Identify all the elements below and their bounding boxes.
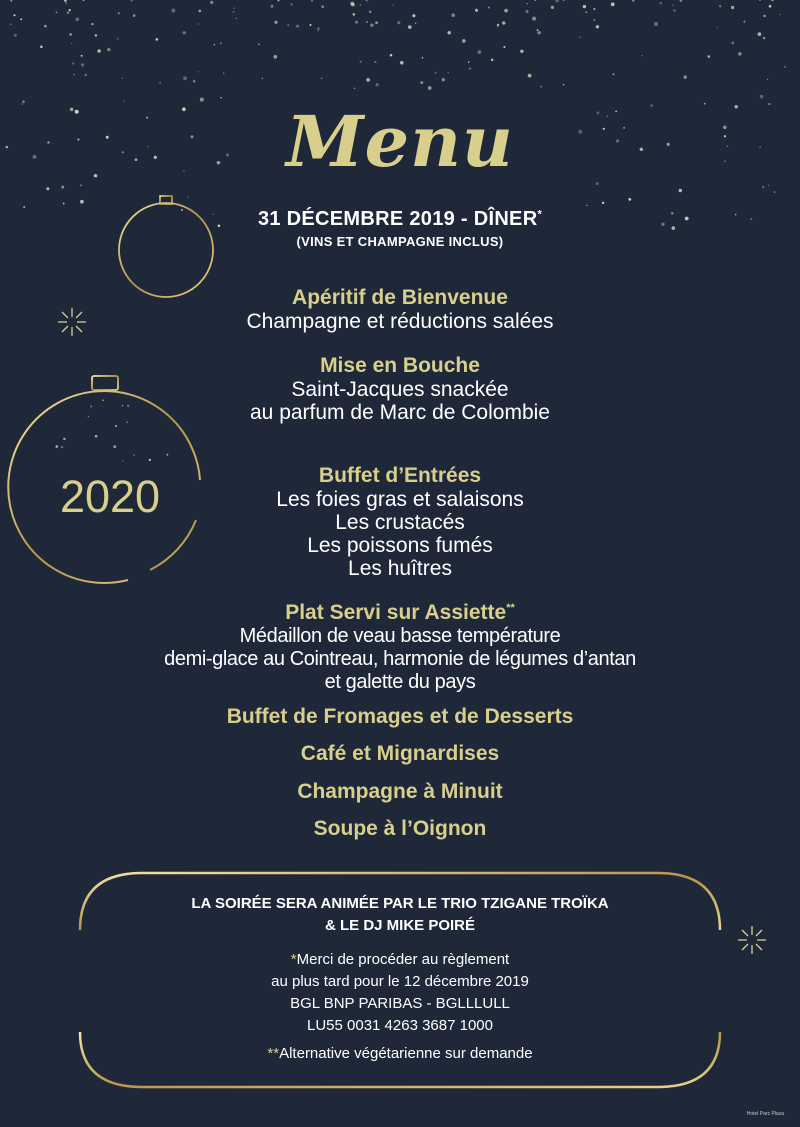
sparkle	[537, 31, 540, 34]
sparkle	[491, 59, 493, 61]
sparkle	[743, 21, 745, 23]
sparkle	[117, 38, 119, 40]
course-line: Saint-Jacques snackée	[291, 378, 509, 401]
sparkle	[759, 0, 761, 1]
course-line: Les poissons fumés	[307, 534, 493, 557]
event-subtitle: (VINS ET CHAMPAGNE INCLUS)	[296, 234, 504, 249]
entertainment-line: & LE DJ MIKE POIRÉ	[324, 917, 476, 934]
firework-icon	[738, 926, 766, 954]
sparkle	[435, 72, 437, 74]
sparkle	[654, 22, 658, 26]
sparkle	[290, 3, 292, 5]
sparkle	[236, 18, 237, 19]
sparkle	[270, 5, 273, 8]
sparkle	[586, 12, 588, 14]
sparkle	[233, 11, 235, 13]
sparkle	[81, 63, 84, 66]
sparkle	[583, 5, 586, 8]
sparkle	[155, 38, 158, 41]
sparkle	[447, 72, 449, 74]
course-line: Les crustacés	[335, 511, 465, 534]
sparkle	[719, 5, 721, 7]
sparkle	[397, 21, 400, 24]
veg-mark: **	[267, 1045, 280, 1062]
payment-line: au plus tard pour le 12 décembre 2019	[271, 973, 529, 990]
sparkle	[731, 42, 734, 45]
sparkle	[497, 25, 499, 27]
sparkle	[85, 74, 87, 76]
sparkle	[91, 23, 93, 25]
course-line: Médaillon de veau basse température	[239, 625, 561, 647]
course-aperitif	[60, 286, 740, 333]
sparkle	[274, 21, 277, 24]
sparkle	[360, 61, 362, 63]
sparkle	[708, 55, 711, 58]
credit-text: Hotel Parc Plaza	[746, 1111, 784, 1117]
sparkle	[220, 42, 222, 44]
sparkle	[55, 445, 58, 448]
sparkle	[451, 13, 455, 17]
sparkle	[355, 21, 358, 24]
iban-line: LU55 0031 4263 3687 1000	[306, 1017, 493, 1034]
sparkle	[113, 445, 116, 448]
sparkle	[10, 0, 12, 2]
sparkle	[317, 27, 320, 30]
sparkle	[369, 11, 372, 14]
sparkle	[311, 0, 313, 2]
sparkle	[309, 24, 311, 26]
sparkle	[679, 189, 682, 192]
course-heading: Plat Servi sur Assiette**	[285, 601, 515, 624]
sparkle	[182, 31, 185, 34]
sparkle	[95, 34, 97, 36]
sparkle	[673, 9, 676, 12]
course-heading: Apéritif de Bienvenue	[292, 286, 508, 309]
sparkle	[273, 55, 277, 59]
sparkle	[69, 33, 71, 35]
sparkle	[412, 14, 415, 17]
sparkle	[20, 18, 22, 20]
sparkle	[73, 74, 74, 75]
sparkle	[779, 14, 781, 16]
course-mise-en-bouche	[60, 354, 740, 424]
sparkle	[159, 82, 161, 84]
sparkle	[61, 186, 64, 189]
course-line: Les foies gras et salaisons	[276, 488, 524, 511]
sparkle	[784, 66, 785, 67]
sparkle	[632, 0, 635, 2]
extra-item: Soupe à l’Oignon	[313, 817, 487, 840]
sparkle	[122, 460, 123, 461]
sparkle	[133, 14, 136, 17]
sparkle	[76, 18, 79, 21]
sparkle	[563, 0, 565, 1]
sparkle	[44, 25, 47, 28]
sparkle	[555, 0, 559, 2]
sparkle	[287, 24, 289, 26]
event-date-mark: *	[537, 208, 543, 221]
sparkle	[122, 78, 123, 79]
sparkle	[149, 459, 151, 461]
sparkle	[537, 29, 539, 31]
sparkle	[115, 425, 117, 427]
sparkle	[321, 77, 323, 79]
extra-item: Café et Mignardises	[300, 742, 500, 765]
sparkle	[166, 454, 168, 456]
sparkle	[526, 3, 527, 4]
sparkle	[738, 52, 742, 56]
sparkle	[214, 44, 215, 45]
sparkle	[374, 61, 376, 63]
sparkle	[563, 84, 564, 85]
sparkle	[393, 5, 394, 6]
sparkle	[193, 80, 196, 83]
sparkle	[593, 19, 595, 21]
sparkle	[462, 39, 466, 43]
entertainment-line: LA SOIRÉE SERA ANIMÉE PAR LE TRIO TZIGANE TROÏKA	[191, 895, 609, 912]
sparkle	[278, 0, 280, 1]
course-line: Les huîtres	[348, 557, 452, 580]
sparkle	[475, 9, 478, 12]
sparkle	[763, 15, 765, 17]
sparkle	[353, 13, 356, 16]
sparkle	[234, 7, 236, 9]
course-buffet-entrees	[60, 464, 740, 580]
sparkle	[731, 6, 734, 9]
sparkle	[107, 48, 110, 51]
sparkle	[198, 23, 199, 24]
sparkle	[199, 10, 202, 13]
sparkle	[468, 61, 469, 62]
sparkle	[67, 11, 70, 14]
sparkle	[447, 31, 450, 34]
course-plat-servi	[60, 596, 740, 694]
sparkle	[469, 68, 471, 70]
sparkle	[296, 25, 299, 28]
sparkle	[10, 24, 12, 26]
sparkle	[442, 78, 445, 81]
sparkle	[415, 23, 416, 24]
footer-info	[80, 893, 720, 1065]
sparkle	[762, 186, 764, 188]
sparkle	[641, 55, 642, 56]
course-line: demi-glace au Cointreau, harmonie de légumes d’antan	[164, 648, 636, 670]
sparkle	[64, 0, 67, 2]
sparkle	[40, 45, 43, 48]
sparkle	[223, 72, 224, 73]
event-date-text: 31 DÉCEMBRE 2019 - DÎNER	[257, 208, 538, 230]
sparkle	[528, 74, 532, 78]
sparkle	[768, 185, 770, 187]
sparkle	[318, 30, 319, 31]
sparkle	[95, 435, 98, 438]
sparkle	[716, 27, 717, 28]
sparkle	[760, 95, 764, 99]
sparkle	[408, 25, 412, 29]
course-line: au parfum de Marc de Colombie	[250, 401, 550, 424]
sparkle	[71, 43, 72, 44]
sparkle	[118, 12, 120, 14]
sparkle	[526, 10, 529, 13]
sparkle	[602, 202, 604, 204]
payment-mark: *	[290, 951, 297, 968]
sparkle	[504, 9, 508, 13]
sparkle	[134, 454, 135, 455]
sparkle	[65, 2, 67, 4]
course-mark: **	[506, 602, 515, 614]
sparkle	[69, 9, 71, 11]
sparkle	[354, 88, 355, 89]
sparkle	[188, 196, 189, 197]
year-label: 2020	[59, 471, 161, 522]
course-heading: Buffet d’Entrées	[318, 464, 482, 487]
sparkle	[80, 200, 84, 204]
sparkle	[774, 191, 776, 193]
sparkle	[321, 5, 324, 8]
sparkle	[376, 83, 379, 86]
sparkle	[586, 205, 587, 206]
sparkle	[56, 12, 57, 13]
sparkle	[488, 7, 490, 9]
sparkle	[390, 54, 393, 57]
sparkle	[540, 86, 542, 88]
sparkle	[14, 34, 17, 37]
extra-item: Buffet de Fromages et de Desserts	[226, 705, 574, 728]
sparkle	[400, 61, 404, 65]
event-date	[0, 208, 800, 231]
sparkle	[46, 187, 49, 190]
sparkle	[83, 0, 85, 1]
sparkle	[672, 4, 674, 6]
sparkle	[420, 81, 423, 84]
sparkle	[375, 21, 378, 24]
sparkle	[366, 78, 370, 82]
sparkle	[532, 17, 536, 21]
sparkle	[183, 76, 187, 80]
extra-item: Champagne à Minuit	[297, 780, 503, 803]
sparkle	[210, 1, 213, 4]
sparkle	[262, 78, 263, 79]
sparkle	[130, 0, 133, 1]
sparkle	[63, 438, 66, 441]
sparkle	[534, 0, 536, 1]
sparkle	[503, 46, 505, 48]
menu-title: Menu	[286, 100, 514, 183]
sparkle	[767, 79, 768, 80]
sparkle	[428, 86, 432, 90]
sparkle	[365, 0, 368, 1]
course-heading: Mise en Bouche	[320, 354, 480, 377]
course-line: et galette du pays	[324, 671, 476, 693]
sparkle	[198, 71, 199, 72]
sparkle	[351, 3, 355, 7]
sparkle	[81, 55, 83, 57]
sparkle	[660, 2, 662, 4]
sparkle	[72, 62, 74, 64]
sparkle	[97, 49, 101, 53]
payment-line: *Merci de procéder au règlement	[290, 951, 510, 968]
sparkle	[628, 198, 631, 201]
sparkle	[551, 6, 554, 9]
course-line: Champagne et réductions salées	[246, 310, 554, 333]
sparkle	[579, 36, 580, 37]
sparkle	[758, 32, 762, 36]
sparkle	[502, 21, 505, 24]
sparkle	[596, 25, 599, 28]
sparkle	[422, 57, 424, 59]
sparkle	[63, 203, 65, 205]
sparkle	[478, 50, 482, 54]
sparkle	[593, 8, 595, 10]
sparkle	[680, 0, 683, 2]
sparkle	[370, 24, 373, 27]
sparkle	[520, 50, 523, 53]
sparkle	[61, 446, 63, 448]
sparkle	[683, 75, 686, 78]
sparkle	[13, 14, 15, 16]
vegetarian-note: **Alternative végétarienne sur demande	[267, 1045, 533, 1062]
sparkle	[80, 184, 82, 186]
sparkle	[366, 21, 368, 23]
sparkle	[611, 2, 615, 6]
sparkle	[613, 73, 615, 75]
sparkle	[769, 5, 772, 8]
sparkle	[360, 4, 361, 5]
sparkle	[771, 0, 773, 1]
sparkle	[258, 44, 260, 46]
sparkle	[763, 37, 765, 39]
sparkle	[171, 9, 175, 13]
sparkle	[220, 97, 222, 99]
bank-line: BGL BNP PARIBAS - BGLLLULL	[290, 995, 510, 1012]
